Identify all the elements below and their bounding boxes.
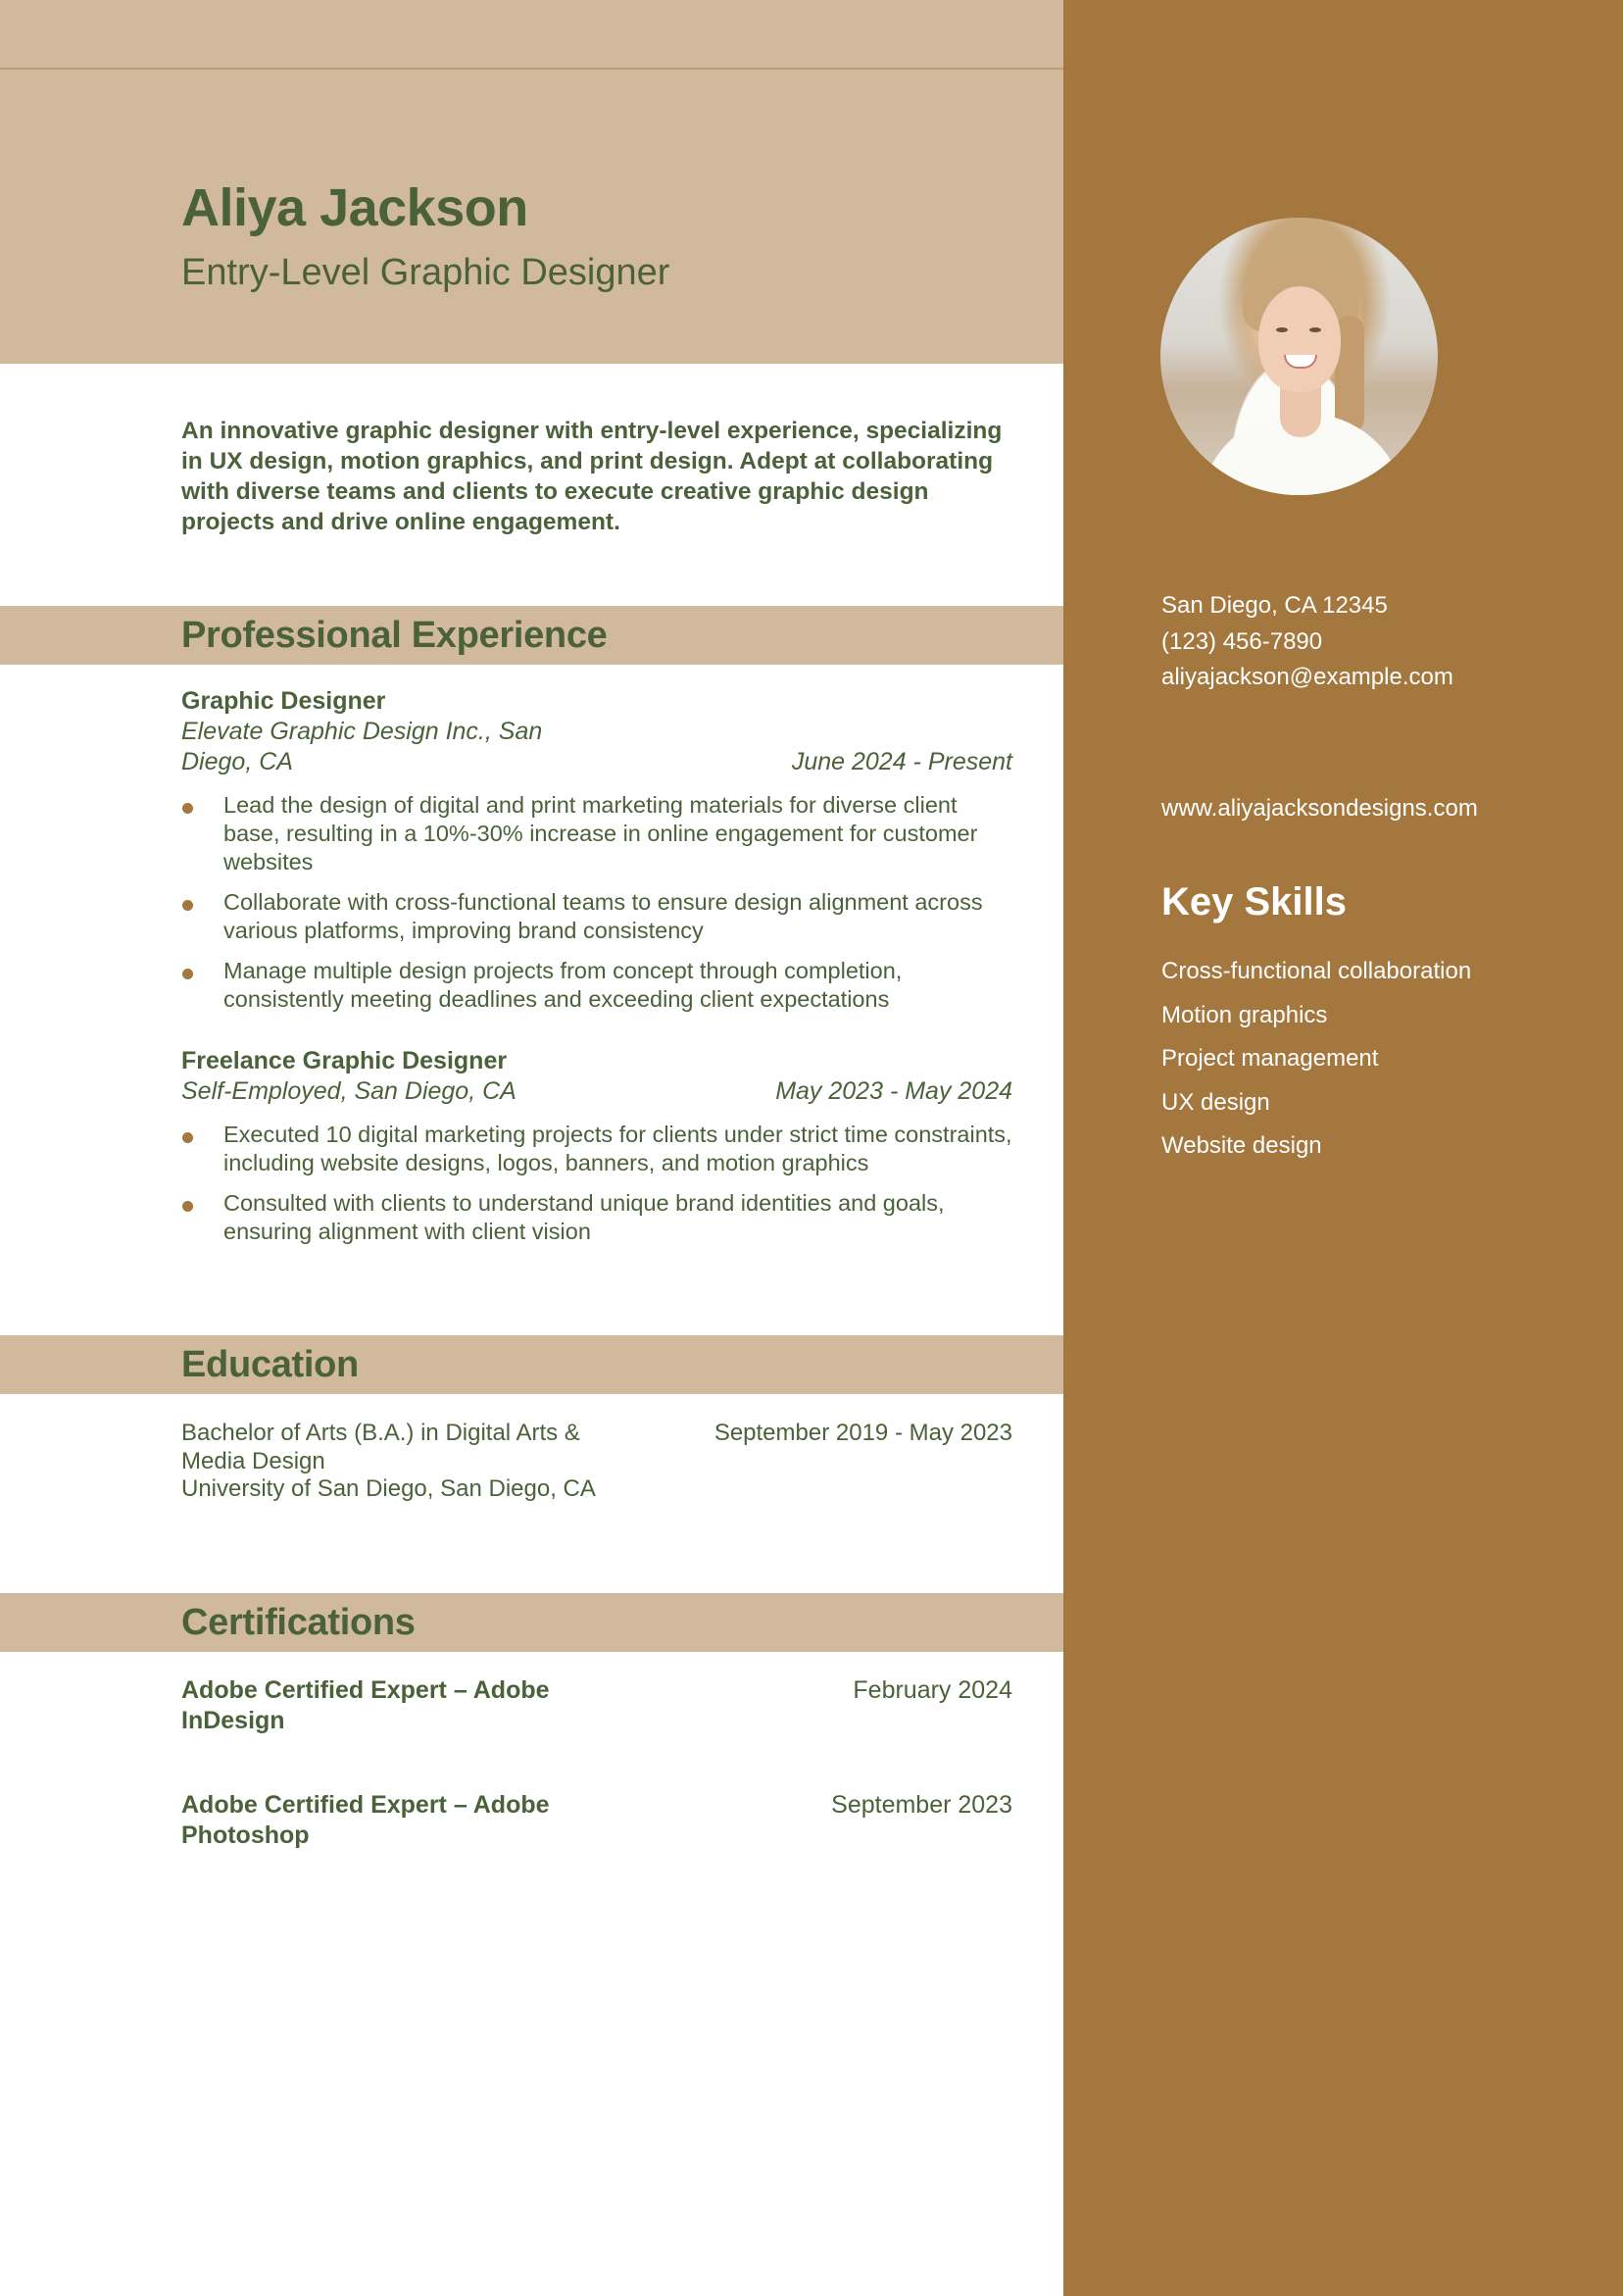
education-school: University of San Diego, San Diego, CA — [181, 1475, 596, 1502]
candidate-title: Entry-Level Graphic Designer — [181, 252, 670, 293]
skill-item: Project management — [1161, 1045, 1379, 1072]
job-meta-row — [181, 1076, 1012, 1107]
education-dates: September 2019 - May 2023 — [713, 1420, 1012, 1446]
job-bullet-text: Consulted with clients to understand unique brand identities and goals, ensuring alignment with client vision — [223, 1190, 945, 1244]
certification-date: September 2023 — [831, 1791, 1012, 1819]
job-dates: June 2024 - Present — [791, 748, 1012, 775]
photo-face-shape — [1258, 286, 1341, 392]
education-entry — [181, 1420, 1012, 1504]
experience-heading: Professional Experience — [181, 615, 608, 656]
skill-item: Motion graphics — [1161, 1001, 1328, 1028]
certifications-section-band — [0, 1593, 1063, 1652]
job-title: Graphic Designer — [181, 687, 386, 715]
skill-item: Cross-functional collaboration — [1161, 958, 1472, 984]
job-bullet — [181, 1121, 1012, 1177]
key-skills-list — [1161, 956, 1471, 1174]
professional-summary: An innovative graphic designer with entry-level experience, specializing in UX design, motion graphics, and print design. Adept at collaborating with diverse teams and clients to execute creative graphic design projects and drive online engagement. — [181, 418, 1003, 535]
job-bullet-list — [181, 791, 1012, 1014]
job-entry — [181, 1046, 1012, 1258]
job-bullet-text: Executed 10 digital marketing projects for clients under strict time constraints, including website designs, logos, banners, and motion graphics — [223, 1122, 1012, 1175]
education-heading: Education — [181, 1344, 359, 1385]
certification-name: Adobe Certified Expert – Adobe Photoshop — [181, 1791, 550, 1849]
education-section-band — [0, 1335, 1063, 1394]
education-degree: Bachelor of Arts (B.A.) in Digital Arts & Media Design — [181, 1420, 580, 1474]
skill-item: Website design — [1161, 1132, 1322, 1159]
job-bullet — [181, 1189, 1012, 1246]
job-company: Self-Employed, San Diego, CA — [181, 1077, 516, 1105]
certification-entry — [181, 1675, 1012, 1736]
job-meta-row — [181, 717, 1012, 777]
bullet-dot-icon — [182, 1132, 193, 1143]
photo-eye-right — [1309, 327, 1321, 332]
bullet-dot-icon — [182, 900, 193, 911]
photo-eye-left — [1276, 327, 1288, 332]
contact-info — [1161, 588, 1453, 696]
certification-name: Adobe Certified Expert – Adobe InDesign — [181, 1676, 550, 1734]
job-bullet-text: Manage multiple design projects from concept through completion, consistently meeting deadlines and exceeding client expectations — [223, 958, 903, 1012]
header-band — [0, 0, 1063, 364]
certification-date: February 2024 — [853, 1676, 1012, 1704]
job-bullet — [181, 957, 1012, 1014]
job-bullet-text: Collaborate with cross-functional teams to ensure design alignment across various platforms, improving brand consistency — [223, 889, 983, 943]
contact-email[interactable]: aliyajackson@example.com — [1161, 664, 1453, 690]
skill-item: UX design — [1161, 1088, 1270, 1116]
certification-entry — [181, 1790, 1012, 1851]
job-bullet-list — [181, 1121, 1012, 1246]
contact-website-link[interactable]: www.aliyajacksondesigns.com — [1161, 795, 1478, 822]
contact-location: San Diego, CA 12345 — [1161, 592, 1388, 619]
header-rule-divider — [0, 68, 1063, 70]
job-title: Freelance Graphic Designer — [181, 1047, 508, 1074]
bullet-dot-icon — [182, 969, 193, 979]
job-bullet — [181, 791, 1012, 876]
job-company: Elevate Graphic Design Inc., San Diego, CA — [181, 718, 543, 775]
certifications-heading: Certifications — [181, 1602, 416, 1643]
profile-photo — [1160, 218, 1438, 495]
key-skills-heading: Key Skills — [1161, 880, 1348, 923]
job-bullet — [181, 888, 1012, 945]
job-bullet-text: Lead the design of digital and print marketing materials for diverse client base, resulting in a 10%-30% increase in online engagement for customer websites — [223, 792, 978, 874]
candidate-name: Aliya Jackson — [181, 178, 528, 237]
contact-phone[interactable]: (123) 456-7890 — [1161, 627, 1323, 655]
bullet-dot-icon — [182, 803, 193, 814]
job-entry — [181, 686, 1012, 1025]
bullet-dot-icon — [182, 1201, 193, 1212]
education-details — [181, 1420, 603, 1504]
job-dates: May 2023 - May 2024 — [775, 1077, 1012, 1105]
